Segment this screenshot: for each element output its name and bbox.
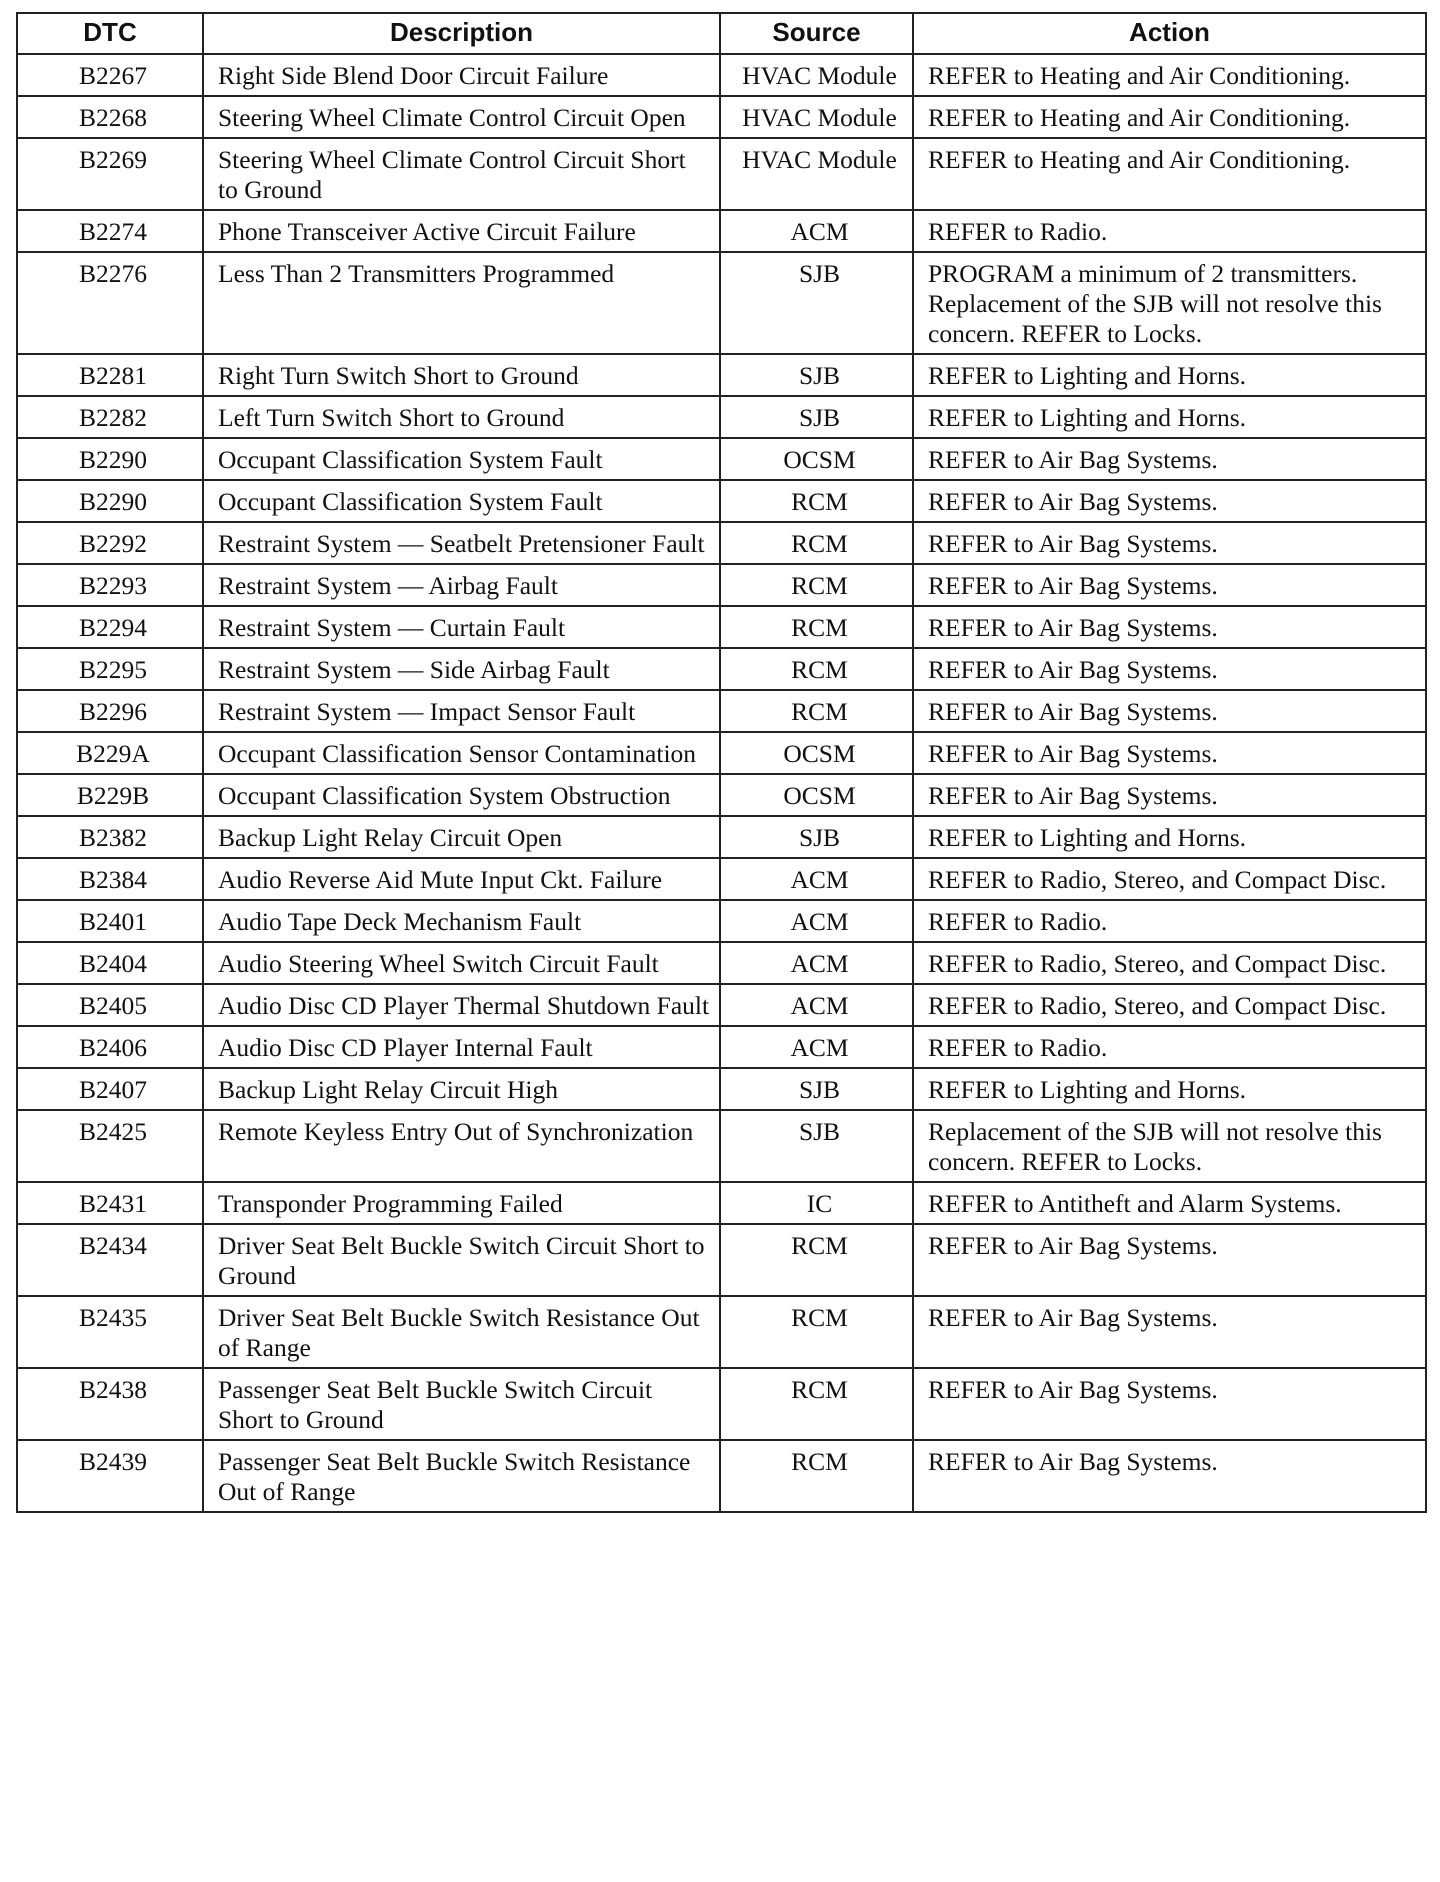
source-cell: ACM	[720, 210, 913, 252]
dtc-code-cell: B2281	[17, 354, 203, 396]
source-cell: RCM	[720, 1296, 913, 1368]
action-cell: REFER to Air Bag Systems.	[913, 1440, 1426, 1512]
action-cell: REFER to Air Bag Systems.	[913, 438, 1426, 480]
dtc-code-cell: B2292	[17, 522, 203, 564]
dtc-document-page	[16, 12, 1425, 1513]
header-row	[17, 13, 1426, 54]
source-cell: OCSM	[720, 732, 913, 774]
table-row	[17, 648, 1426, 690]
dtc-code-cell: B2401	[17, 900, 203, 942]
header-action: Action	[913, 13, 1426, 54]
description-cell: Less Than 2 Transmitters Programmed	[203, 252, 720, 354]
description-cell: Occupant Classification Sensor Contamination	[203, 732, 720, 774]
source-cell: RCM	[720, 606, 913, 648]
table-row	[17, 1068, 1426, 1110]
source-cell: HVAC Module	[720, 54, 913, 96]
description-cell: Passenger Seat Belt Buckle Switch Circuit Short to Ground	[203, 1368, 720, 1440]
dtc-code-cell: B2274	[17, 210, 203, 252]
table-row	[17, 54, 1426, 96]
table-row	[17, 1182, 1426, 1224]
dtc-code-cell: B2295	[17, 648, 203, 690]
description-cell: Right Turn Switch Short to Ground	[203, 354, 720, 396]
table-row	[17, 942, 1426, 984]
table-row	[17, 858, 1426, 900]
action-cell: REFER to Lighting and Horns.	[913, 396, 1426, 438]
action-cell: REFER to Radio, Stereo, and Compact Disc.	[913, 858, 1426, 900]
dtc-code-cell: B2282	[17, 396, 203, 438]
source-cell: SJB	[720, 816, 913, 858]
dtc-code-cell: B2404	[17, 942, 203, 984]
dtc-code-cell: B2268	[17, 96, 203, 138]
source-cell: OCSM	[720, 774, 913, 816]
dtc-code-cell: B2435	[17, 1296, 203, 1368]
dtc-code-cell: B2294	[17, 606, 203, 648]
dtc-code-cell: B2434	[17, 1224, 203, 1296]
action-cell: REFER to Lighting and Horns.	[913, 354, 1426, 396]
table-row	[17, 1026, 1426, 1068]
description-cell: Occupant Classification System Obstruction	[203, 774, 720, 816]
action-cell: REFER to Air Bag Systems.	[913, 564, 1426, 606]
description-cell: Occupant Classification System Fault	[203, 438, 720, 480]
description-cell: Steering Wheel Climate Control Circuit Open	[203, 96, 720, 138]
dtc-code-cell: B2406	[17, 1026, 203, 1068]
description-cell: Restraint System — Airbag Fault	[203, 564, 720, 606]
dtc-code-cell: B2407	[17, 1068, 203, 1110]
source-cell: RCM	[720, 690, 913, 732]
dtc-code-cell: B2290	[17, 438, 203, 480]
source-cell: ACM	[720, 858, 913, 900]
dtc-code-cell: B2269	[17, 138, 203, 210]
table-row	[17, 1110, 1426, 1182]
source-cell: RCM	[720, 1440, 913, 1512]
source-cell: SJB	[720, 252, 913, 354]
table-row	[17, 522, 1426, 564]
action-cell: REFER to Air Bag Systems.	[913, 774, 1426, 816]
dtc-table-body	[17, 54, 1426, 1512]
description-cell: Restraint System — Impact Sensor Fault	[203, 690, 720, 732]
source-cell: RCM	[720, 648, 913, 690]
dtc-table	[16, 12, 1427, 1513]
table-row	[17, 138, 1426, 210]
description-cell: Remote Keyless Entry Out of Synchronization	[203, 1110, 720, 1182]
source-cell: ACM	[720, 900, 913, 942]
description-cell: Audio Steering Wheel Switch Circuit Fault	[203, 942, 720, 984]
table-row	[17, 564, 1426, 606]
dtc-code-cell: B229A	[17, 732, 203, 774]
action-cell: PROGRAM a minimum of 2 transmitters. Replacement of the SJB will not resolve this concern. REFER to Locks.	[913, 252, 1426, 354]
table-row	[17, 354, 1426, 396]
action-cell: REFER to Air Bag Systems.	[913, 1224, 1426, 1296]
dtc-code-cell: B229B	[17, 774, 203, 816]
dtc-code-cell: B2276	[17, 252, 203, 354]
table-row	[17, 984, 1426, 1026]
action-cell: REFER to Heating and Air Conditioning.	[913, 138, 1426, 210]
action-cell: REFER to Air Bag Systems.	[913, 732, 1426, 774]
description-cell: Restraint System — Side Airbag Fault	[203, 648, 720, 690]
source-cell: SJB	[720, 396, 913, 438]
table-row	[17, 1296, 1426, 1368]
action-cell: REFER to Air Bag Systems.	[913, 690, 1426, 732]
action-cell: REFER to Radio.	[913, 1026, 1426, 1068]
source-cell: OCSM	[720, 438, 913, 480]
action-cell: REFER to Lighting and Horns.	[913, 1068, 1426, 1110]
header-dtc: DTC	[17, 13, 203, 54]
source-cell: HVAC Module	[720, 96, 913, 138]
table-row	[17, 252, 1426, 354]
action-cell: REFER to Air Bag Systems.	[913, 1296, 1426, 1368]
source-cell: IC	[720, 1182, 913, 1224]
source-cell: HVAC Module	[720, 138, 913, 210]
action-cell: REFER to Radio.	[913, 210, 1426, 252]
table-row	[17, 900, 1426, 942]
table-row	[17, 396, 1426, 438]
action-cell: REFER to Radio, Stereo, and Compact Disc.	[913, 942, 1426, 984]
table-row	[17, 438, 1426, 480]
action-cell: REFER to Air Bag Systems.	[913, 1368, 1426, 1440]
header-description: Description	[203, 13, 720, 54]
action-cell: Replacement of the SJB will not resolve this concern. REFER to Locks.	[913, 1110, 1426, 1182]
dtc-code-cell: B2439	[17, 1440, 203, 1512]
action-cell: REFER to Radio.	[913, 900, 1426, 942]
description-cell: Driver Seat Belt Buckle Switch Circuit Short to Ground	[203, 1224, 720, 1296]
table-row	[17, 480, 1426, 522]
action-cell: REFER to Air Bag Systems.	[913, 522, 1426, 564]
description-cell: Restraint System — Curtain Fault	[203, 606, 720, 648]
description-cell: Backup Light Relay Circuit High	[203, 1068, 720, 1110]
action-cell: REFER to Air Bag Systems.	[913, 606, 1426, 648]
table-row	[17, 96, 1426, 138]
action-cell: REFER to Radio, Stereo, and Compact Disc.	[913, 984, 1426, 1026]
action-cell: REFER to Heating and Air Conditioning.	[913, 54, 1426, 96]
table-row	[17, 1440, 1426, 1512]
source-cell: RCM	[720, 1368, 913, 1440]
dtc-table-header	[17, 13, 1426, 54]
dtc-code-cell: B2425	[17, 1110, 203, 1182]
header-source: Source	[720, 13, 913, 54]
source-cell: RCM	[720, 564, 913, 606]
description-cell: Phone Transceiver Active Circuit Failure	[203, 210, 720, 252]
source-cell: RCM	[720, 480, 913, 522]
table-row	[17, 1368, 1426, 1440]
description-cell: Audio Disc CD Player Thermal Shutdown Fault	[203, 984, 720, 1026]
source-cell: SJB	[720, 1110, 913, 1182]
source-cell: SJB	[720, 354, 913, 396]
dtc-code-cell: B2405	[17, 984, 203, 1026]
table-row	[17, 816, 1426, 858]
dtc-code-cell: B2290	[17, 480, 203, 522]
description-cell: Steering Wheel Climate Control Circuit Short to Ground	[203, 138, 720, 210]
table-row	[17, 774, 1426, 816]
description-cell: Driver Seat Belt Buckle Switch Resistance Out of Range	[203, 1296, 720, 1368]
table-row	[17, 690, 1426, 732]
description-cell: Right Side Blend Door Circuit Failure	[203, 54, 720, 96]
source-cell: RCM	[720, 1224, 913, 1296]
description-cell: Audio Disc CD Player Internal Fault	[203, 1026, 720, 1068]
source-cell: ACM	[720, 984, 913, 1026]
description-cell: Restraint System — Seatbelt Pretensioner Fault	[203, 522, 720, 564]
dtc-code-cell: B2293	[17, 564, 203, 606]
action-cell: REFER to Heating and Air Conditioning.	[913, 96, 1426, 138]
dtc-code-cell: B2438	[17, 1368, 203, 1440]
description-cell: Left Turn Switch Short to Ground	[203, 396, 720, 438]
table-row	[17, 606, 1426, 648]
action-cell: REFER to Air Bag Systems.	[913, 480, 1426, 522]
source-cell: SJB	[720, 1068, 913, 1110]
dtc-code-cell: B2384	[17, 858, 203, 900]
description-cell: Passenger Seat Belt Buckle Switch Resistance Out of Range	[203, 1440, 720, 1512]
table-row	[17, 210, 1426, 252]
table-row	[17, 732, 1426, 774]
description-cell: Occupant Classification System Fault	[203, 480, 720, 522]
description-cell: Audio Reverse Aid Mute Input Ckt. Failure	[203, 858, 720, 900]
dtc-code-cell: B2431	[17, 1182, 203, 1224]
description-cell: Audio Tape Deck Mechanism Fault	[203, 900, 720, 942]
source-cell: ACM	[720, 942, 913, 984]
action-cell: REFER to Air Bag Systems.	[913, 648, 1426, 690]
action-cell: REFER to Lighting and Horns.	[913, 816, 1426, 858]
dtc-code-cell: B2267	[17, 54, 203, 96]
source-cell: RCM	[720, 522, 913, 564]
table-row	[17, 1224, 1426, 1296]
description-cell: Transponder Programming Failed	[203, 1182, 720, 1224]
dtc-code-cell: B2296	[17, 690, 203, 732]
action-cell: REFER to Antitheft and Alarm Systems.	[913, 1182, 1426, 1224]
dtc-code-cell: B2382	[17, 816, 203, 858]
source-cell: ACM	[720, 1026, 913, 1068]
description-cell: Backup Light Relay Circuit Open	[203, 816, 720, 858]
